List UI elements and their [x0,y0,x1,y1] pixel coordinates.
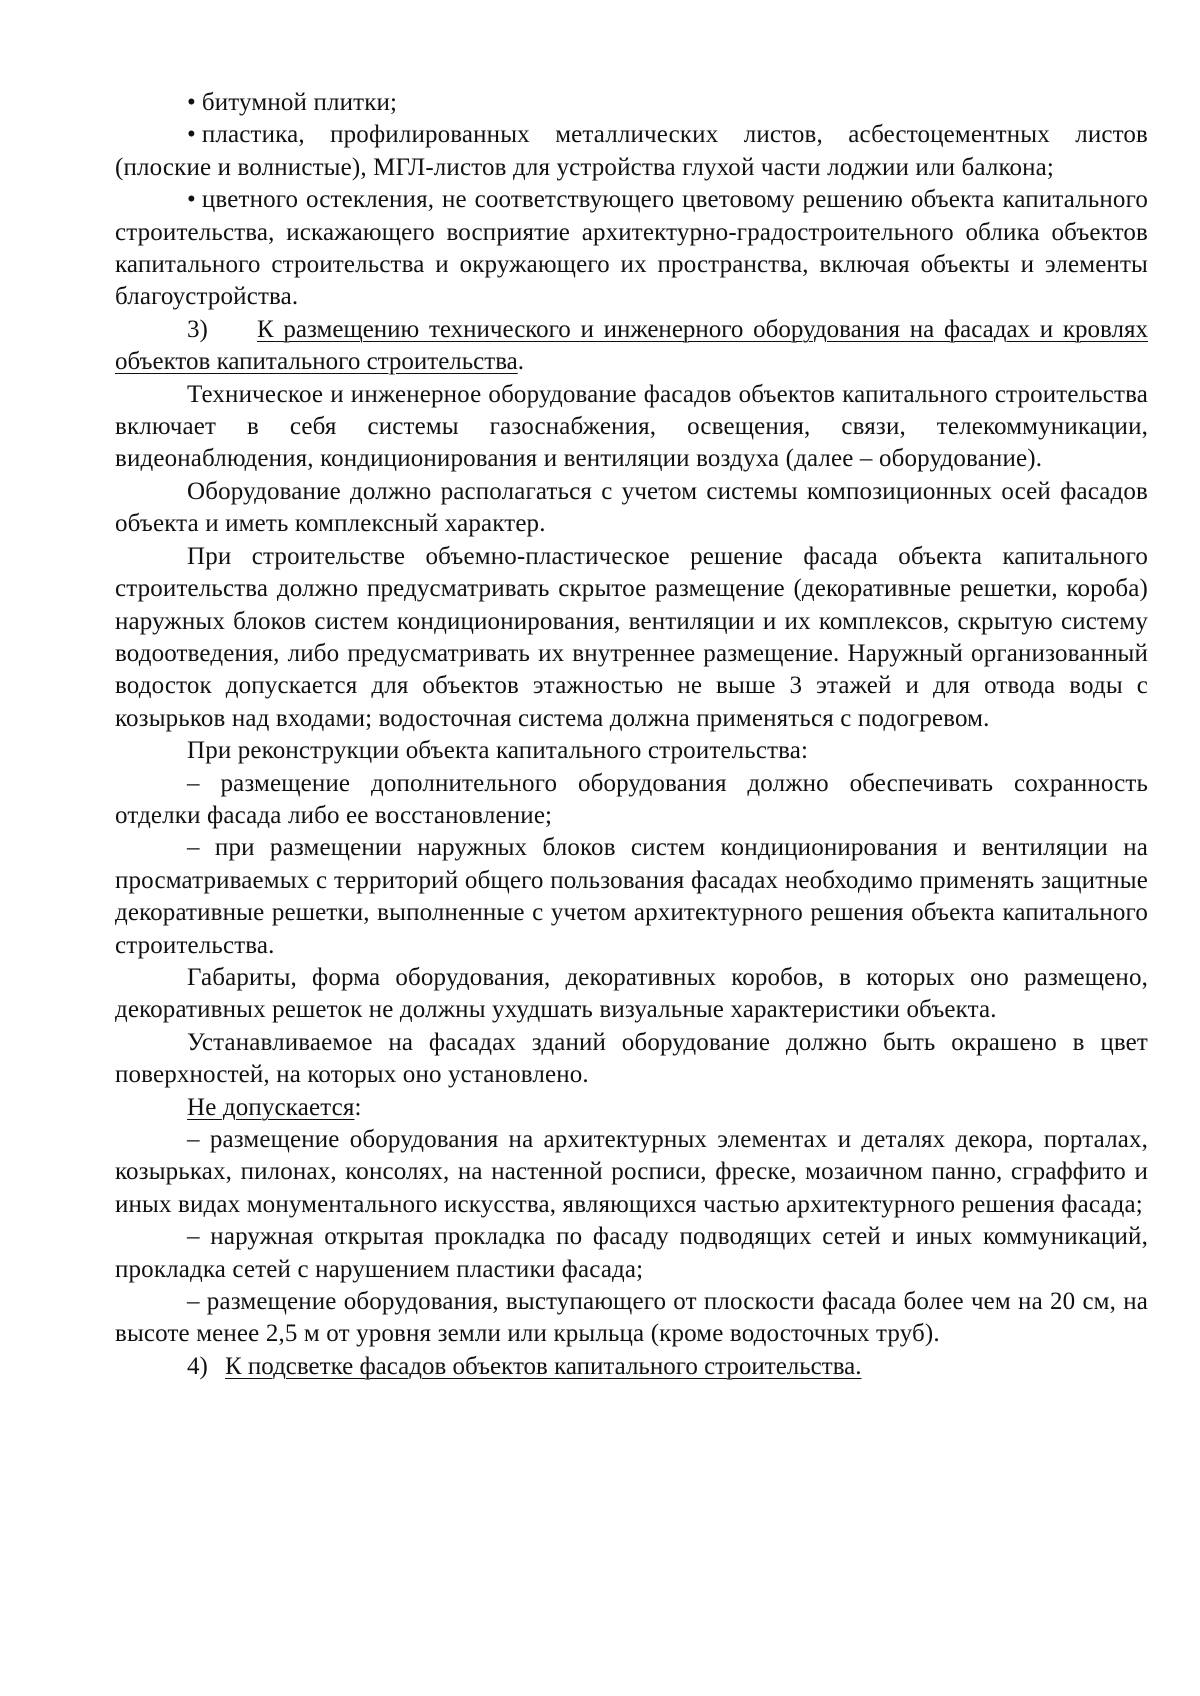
bullet-icon: • [187,89,196,116]
paragraph: При реконструкции объекта капитального строительства: [187,737,809,765]
section-4-heading [115,1351,1148,1383]
bullet-item [115,184,1148,314]
bullet-text: битумной плитки; [201,89,398,116]
bullet-icon: • [187,186,196,214]
section-3-suffix: . [517,348,525,376]
bullet-item [115,119,1148,184]
bullet-item [115,87,1148,119]
bullet-text: цветного остекления, не соответствующего цветовому решению объекта капитального строительства, искажающего восприятие архитектурно-градостроительного облика объектов капитального строительства и окружающего их пространства, включая объекты и элементы благоустройства. [115,186,1148,311]
paragraph: При строительстве объемно-пластическое решение фасада объекта капитального строительства должно предусматривать скрытое размещение (декоративные решетки, короба) наружных блоков систем кондиционирования, вентиляции и их комплексов, скрытую систему водоотведения, либо предусматривать их внутреннее размещение. Наружный организованный водосток допускается для объектов этажностью не выше 3 этажей и для отвода воды с козырьков над входами; водосточная система должна применяться с подогревом. [115,542,1148,732]
bullet-text: пластика, профилированных металлических листов, асбестоцементных листов (плоские и волнистые), МГЛ-листов для устройства глухой части лоджии или балкона; [115,121,1148,181]
section-4-title: К подсветке фасадов объектов капитального строительства. [225,1352,862,1380]
not-allowed-suffix: : [354,1093,362,1121]
paragraph: Оборудование должно располагаться с учетом системы композиционных осей фасадов объекта и иметь комплексный характер. [115,477,1148,538]
paragraph: – при размещении наружных блоков систем кондиционирования и вентиляции на просматриваемых с территорий общего пользования фасадах необходимо применять защитные декоративные решетки, выполненные с учетом архитектурного решения объекта капитального строительства. [115,834,1148,959]
section-3-heading [115,314,1148,379]
section-3-number: 3) [187,315,208,343]
section-3-title: К размещению технического и инженерного оборудования на фасадах и кровлях объектов капитального строительства [115,315,1148,376]
paragraph: Устанавливаемое на фасадах зданий оборудование должно быть окрашено в цвет поверхностей, на которых оно установлено. [115,1028,1148,1089]
section-4-number: 4) [187,1352,208,1380]
paragraph: Габариты, форма оборудования, декоративных коробов, в которых оно размещено, декоративных решеток не должны ухудшать визуальные характеристики объекта. [115,963,1148,1024]
not-allowed-heading [115,1092,1148,1124]
paragraph: – наружная открытая прокладка по фасаду подводящих сетей и иных коммуникаций, прокладка сетей с нарушением пластики фасада; [115,1223,1148,1283]
paragraph: – размещение дополнительного оборудования должно обеспечивать сохранность отделки фасада либо ее восстановление; [115,769,1148,829]
bullet-icon: • [187,121,196,149]
paragraph: – размещение оборудования на архитектурных элементах и деталях декора, порталах, козырьках, пилонах, консолях, на настенной росписи, фреске, мозаичном панно, сграффито и иных видах монументального искусства, являющихся частью архитектурного решения фасада; [115,1126,1148,1218]
not-allowed-label: Не допускается [187,1093,355,1121]
paragraph: Техническое и инженерное оборудование фасадов объектов капитального строительства включает в себя системы газоснабжения, освещения, связи, телекоммуникации, видеонаблюдения, кондиционирования и вентиляции воздуха (далее – оборудование). [115,380,1148,473]
paragraph: – размещение оборудования, выступающего от плоскости фасада более чем на 20 см, на высоте менее 2,5 м от уровня земли или крыльца (кроме водосточных труб). [115,1288,1148,1348]
